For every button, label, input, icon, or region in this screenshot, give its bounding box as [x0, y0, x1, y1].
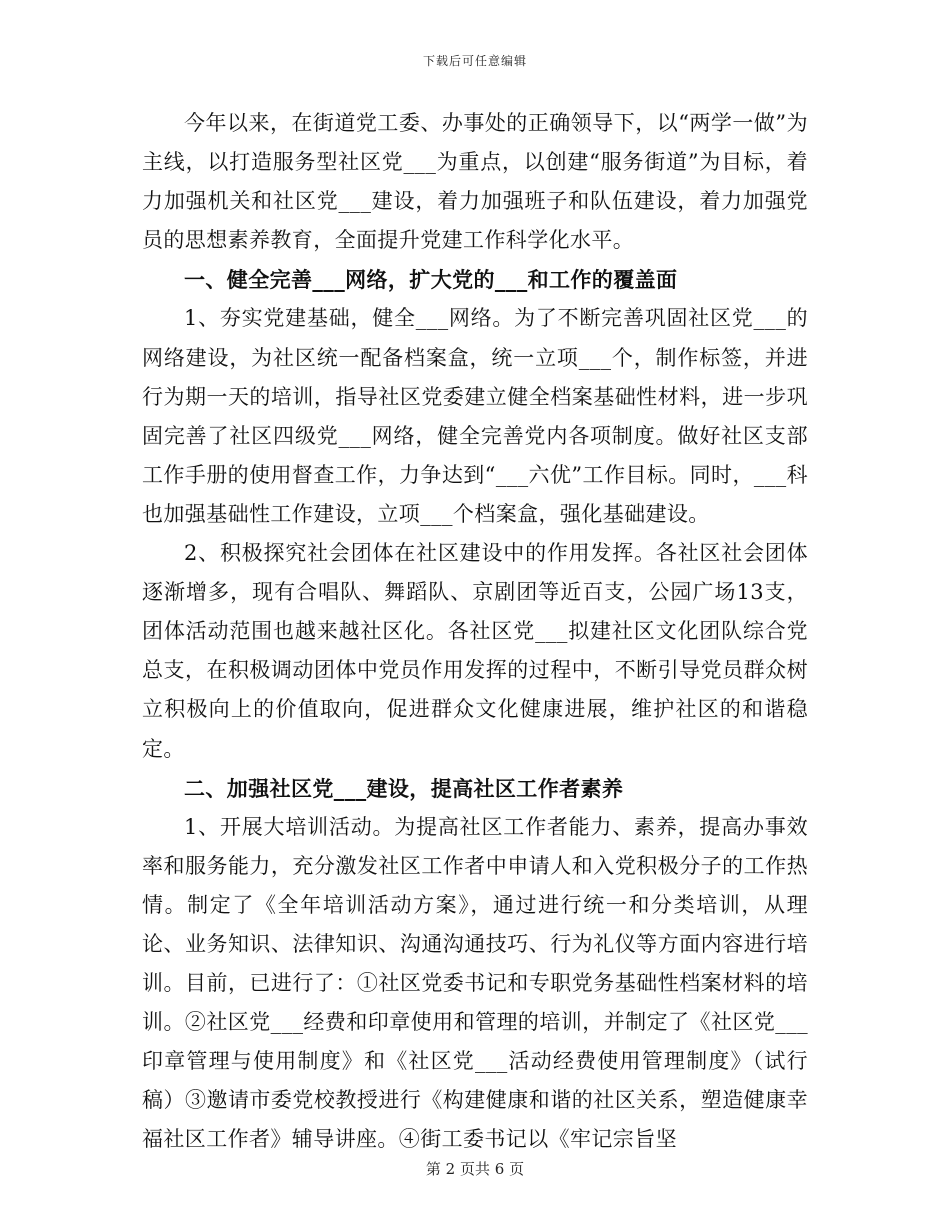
- intro-paragraph: 今年以来，在街道党工委、办事处的正确领导下，以“两学一做”为主线，以打造服务型社区党___为重点，以创建“服务街道”为目标，着力加强机关和社区党___建设，着力加强班子和队伍建设，着力加强党员的思想素养教育，全面提升党建工作科学化水平。: [142, 111, 808, 253]
- section-2-item-1: 1、开展大培训活动。为提高社区工作者能力、素养，提高办事效率和服务能力，充分激发社区工作者中申请人和入党积极分子的工作热情。制定了《全年培训活动方案》，通过进行统一和分类培训，从理论、业务知识、法律知识、沟通沟通技巧、行为礼仪等方面内容进行培训。目前，已进行了：①社区党委书记和专职党务基础性档案材料的培训。②社区党___经费和印章使用和管理的培训，并制定了《社区党___印章管理与使用制度》和《社区党___活动经费使用管理制度》（试行稿）③邀请市委党校教授进行《构建健康和谐的社区关系，塑造健康幸福社区工作者》辅导讲座。④街工委书记以《牢记宗旨坚: [142, 814, 808, 1152]
- document-body: [142, 104, 808, 1160]
- section-1-item-2: 2、积极探究社会团体在社区建设中的作用发挥。各社区社会团体逐渐增多，现有合唱队、舞蹈队、京剧团等近百支，公园广场13支，团体活动范围也越来越社区化。各社区党___拟建社区文化团队综合党总支，在积极调动团体中党员作用发挥的过程中，不断引导党员群众树立积极向上的价值取向，促进群众文化健康进展，维护社区的和谐稳定。: [142, 541, 808, 761]
- section-1-item-1: 1、夯实党建基础，健全___网络。为了不断完善巩固社区党___的网络建设，为社区统一配备档案盒，统一立项___个，制作标签，并进行为期一天的培训，指导社区党委建立健全档案基础性材料，进一步巩固完善了社区四级党___网络，健全完善党内各项制度。做好社区支部工作手册的使用督查工作，力争达到“___六优”工作目标。同时，___科也加强基础性工作建设，立项___个档案盒，强化基础建设。: [142, 306, 808, 526]
- section-heading-1: 一、健全完善___网络，扩大党的___和工作的覆盖面: [184, 267, 678, 293]
- page-number-footer: 第 2 页共 6 页: [425, 1160, 525, 1178]
- section-heading-2: 二、加强社区党___建设，提高社区工作者素养: [184, 775, 624, 801]
- page-header-note: 下载后可任意编辑: [422, 54, 527, 68]
